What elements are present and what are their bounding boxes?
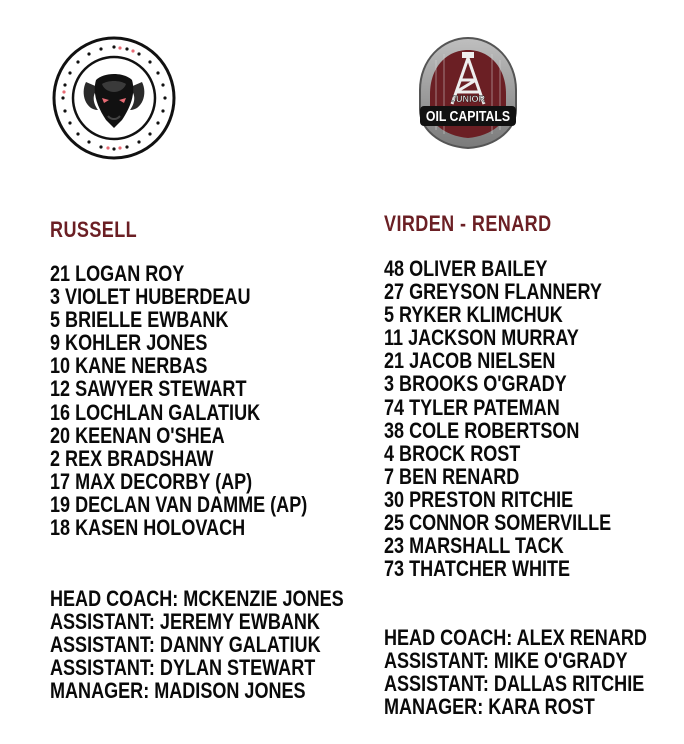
- player-row: 4 BROCK ROST: [384, 440, 521, 466]
- player-row: 48 OLIVER BAILEY: [384, 256, 548, 281]
- player-row: 11 JACKSON MURRAY: [384, 325, 579, 351]
- staff-row: HEAD COACH: MCKENZIE JONES: [50, 586, 344, 611]
- staff-row: ASSISTANT: DYLAN STEWART: [50, 655, 316, 681]
- player-row: 30 PRESTON RITCHIE: [384, 486, 574, 512]
- player-row: 10 KANE NERBAS: [50, 353, 208, 379]
- player-row: 38 COLE ROBERTSON: [384, 417, 580, 443]
- staff-row: ASSISTANT: JEREMY EWBANK: [50, 609, 320, 635]
- player-row: 25 CONNOR SOMERVILLE: [384, 510, 612, 536]
- player-row: 18 KASEN HOLOVACH: [50, 515, 246, 541]
- svg-text:JUNIOR: JUNIOR: [450, 94, 486, 104]
- staff-row: ASSISTANT: MIKE O'GRADY: [384, 648, 628, 674]
- player-row: 12 SAWYER STEWART: [50, 376, 247, 402]
- virden-renard-staff: [384, 626, 684, 718]
- player-row: 5 RYKER KLIMCHUK: [384, 302, 563, 328]
- staff-row: MANAGER: KARA ROST: [384, 694, 595, 720]
- player-row: 5 BRIELLE EWBANK: [50, 307, 229, 333]
- player-row: 21 JACOB NIELSEN: [384, 348, 556, 374]
- player-row: 2 REX BRADSHAW: [50, 445, 214, 471]
- team-name-russell: [50, 218, 156, 242]
- svg-text:OIL CAPITALS: OIL CAPITALS: [425, 107, 511, 125]
- oil-derrick-icon: [406, 30, 530, 154]
- russell-roster: [50, 262, 364, 539]
- player-row: 17 MAX DECORBY (AP): [50, 468, 253, 494]
- staff-row: ASSISTANT: DANNY GALATIUK: [50, 632, 321, 658]
- player-row: 74 TYLER PATEMAN: [384, 394, 560, 420]
- player-row: 16 LOCHLAN GALATIUK: [50, 399, 261, 425]
- staff-row: ASSISTANT: DALLAS RITCHIE: [384, 671, 645, 697]
- player-row: 3 BROOKS O'GRADY: [384, 371, 567, 397]
- virden-renard-roster: [384, 257, 661, 580]
- team-heading: RUSSELL: [50, 217, 138, 242]
- player-row: 9 KOHLER JONES: [50, 330, 208, 356]
- player-row: 3 VIOLET HUBERDEAU: [50, 284, 251, 310]
- russell-staff: [50, 587, 408, 702]
- russell-rams-logo: [52, 36, 176, 160]
- player-row: 27 GREYSON FLANNERY: [384, 279, 602, 305]
- staff-row: HEAD COACH: ALEX RENARD: [384, 625, 647, 650]
- team-heading: VIRDEN - RENARD: [384, 211, 552, 236]
- player-row: 7 BEN RENARD: [384, 463, 520, 489]
- player-row: 23 MARSHALL TACK: [384, 533, 564, 559]
- player-row: 21 LOGAN ROY: [50, 261, 185, 286]
- oil-capitals-logo: [406, 30, 530, 154]
- team-name-virden-renard: [384, 212, 588, 236]
- staff-row: MANAGER: MADISON JONES: [50, 678, 306, 704]
- ram-head-icon: [52, 36, 176, 160]
- player-row: 73 THATCHER WHITE: [384, 556, 571, 582]
- player-row: 20 KEENAN O'SHEA: [50, 422, 225, 448]
- player-row: 19 DECLAN VAN DAMME (AP): [50, 491, 308, 517]
